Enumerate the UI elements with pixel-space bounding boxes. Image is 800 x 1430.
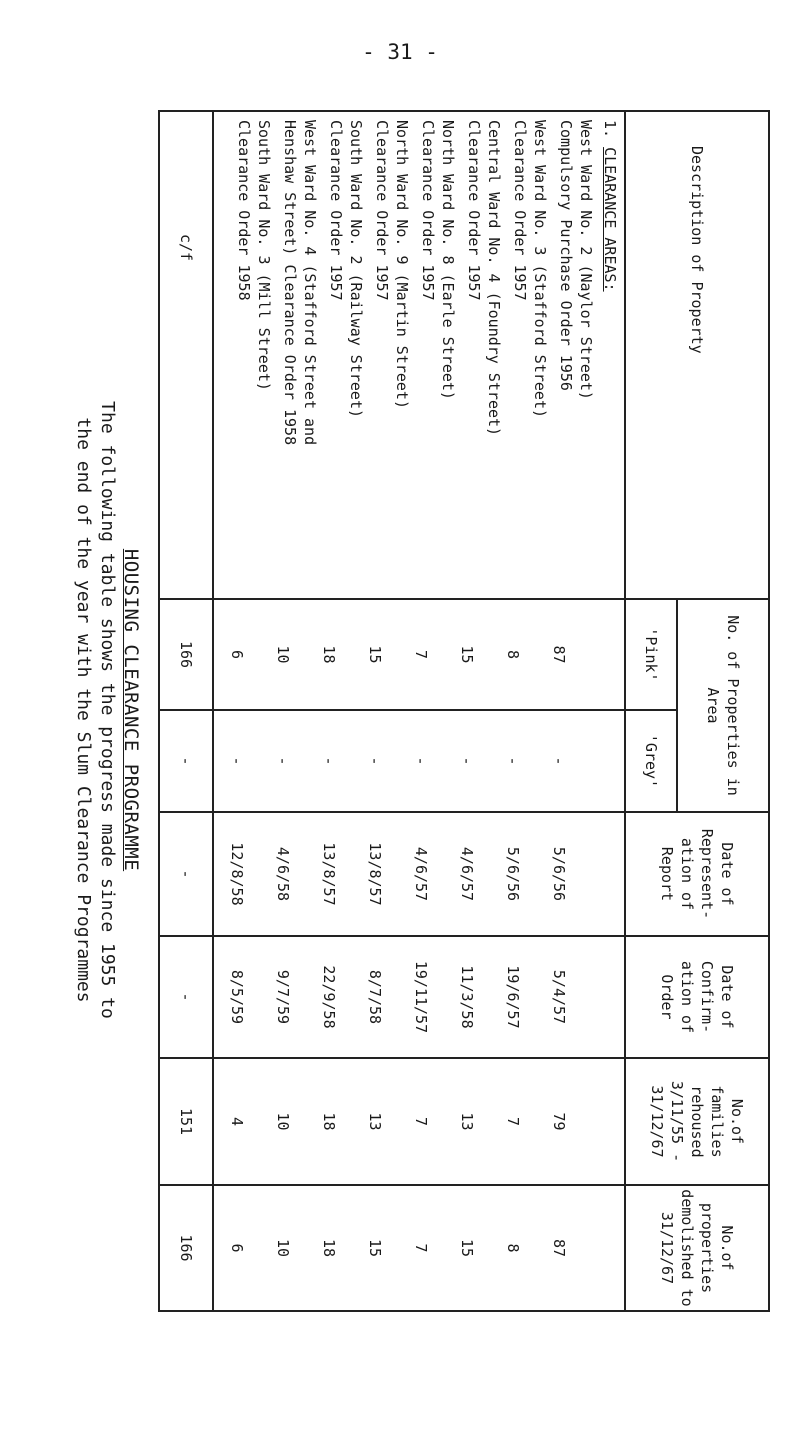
pink-value: 10 xyxy=(274,645,292,664)
confirmation-date: 19/11/57 xyxy=(412,960,430,1034)
row-line1: West Ward No. 4 (Stafford Street and xyxy=(301,120,319,446)
rehoused-column xyxy=(213,1058,625,1185)
row-line2: Clearance Order 1958 xyxy=(235,120,253,301)
row-line2: Clearance Order 1957 xyxy=(327,120,345,301)
row-line1: South Ward No. 3 (Mill Street) xyxy=(255,120,273,391)
confirmation-column xyxy=(213,936,625,1058)
rehoused-value: 4 xyxy=(228,1116,246,1127)
row-line1: Central Ward No. 4 (Foundry Street) xyxy=(485,120,503,437)
representation-date: 12/8/58 xyxy=(228,842,246,906)
header-confirmation-date: Date of Confirm- ation of Order xyxy=(625,936,769,1058)
demolished-value: 6 xyxy=(228,1243,246,1253)
demolished-value: 15 xyxy=(366,1238,384,1258)
page-number: - 31 - xyxy=(362,40,438,64)
total-confirmation: - xyxy=(159,936,213,1058)
grey-value: - xyxy=(550,756,568,766)
grey-value: - xyxy=(228,756,246,766)
rotated-page xyxy=(60,110,770,1310)
confirmation-date: 8/7/58 xyxy=(366,969,384,1025)
confirmation-date: 5/4/57 xyxy=(550,969,568,1025)
pink-value: 8 xyxy=(504,649,522,660)
clearance-table xyxy=(158,110,770,1312)
grey-value: - xyxy=(412,756,430,766)
grey-value: - xyxy=(504,756,522,766)
row-line2: Clearance Order 1957 xyxy=(419,120,437,301)
demolished-value: 87 xyxy=(550,1238,568,1258)
row-description xyxy=(232,120,278,598)
description-cell xyxy=(213,111,625,599)
total-pink: 166 xyxy=(159,599,213,710)
representation-date: 5/6/56 xyxy=(550,846,568,902)
intro-line-1: The following table shows the progress made since 1955 to xyxy=(97,401,118,1019)
confirmation-date: 8/5/59 xyxy=(228,969,246,1025)
confirmation-date: 22/9/58 xyxy=(320,965,338,1029)
row-line2: Henshaw Street) Clearance Order 1958 xyxy=(281,120,299,446)
rehoused-value: 7 xyxy=(504,1116,522,1127)
header-description: Description of Property xyxy=(625,111,769,599)
header-pink: 'Pink' xyxy=(625,599,677,710)
header-properties-in-area: No. of Properties in Area xyxy=(677,599,769,812)
pink-value: 87 xyxy=(550,645,568,664)
row-line1: South Ward No. 2 (Railway Street) xyxy=(347,120,365,419)
rehoused-value: 13 xyxy=(458,1112,476,1131)
rehoused-value: 10 xyxy=(274,1112,292,1131)
representation-date: 13/8/57 xyxy=(320,842,338,906)
row-description xyxy=(554,120,600,598)
representation-date: 5/6/56 xyxy=(504,846,522,902)
representation-date: 4/6/57 xyxy=(412,846,430,902)
representation-column xyxy=(213,812,625,936)
pink-value: 18 xyxy=(320,645,338,664)
rehoused-value: 79 xyxy=(550,1112,568,1131)
pink-value: 15 xyxy=(458,645,476,664)
row-description xyxy=(508,120,554,598)
pink-value: 6 xyxy=(228,649,246,660)
row-line1: North Ward No. 8 (Earle Street) xyxy=(439,120,457,400)
rehoused-value: 13 xyxy=(366,1112,384,1131)
representation-date: 4/6/58 xyxy=(274,846,292,902)
row-line1: North Ward No. 9 (Martin Street) xyxy=(393,120,411,409)
section-number: 1. xyxy=(601,120,619,139)
total-grey: - xyxy=(159,710,213,812)
row-line1: West Ward No. 2 (Naylor Street) xyxy=(577,120,595,400)
total-demolished: 166 xyxy=(159,1185,213,1311)
confirmation-date: 11/3/58 xyxy=(458,965,476,1029)
grey-value: - xyxy=(458,756,476,766)
header-families-rehoused: No.of families rehoused 3/11/55 - 31/12/67 xyxy=(625,1058,769,1185)
confirmation-date: 19/6/57 xyxy=(504,965,522,1029)
row-description xyxy=(462,120,508,598)
document-title: HOUSING CLEARANCE PROGRAMME xyxy=(120,548,142,872)
rehoused-value: 18 xyxy=(320,1112,338,1131)
row-line2: Clearance Order 1957 xyxy=(373,120,391,301)
pink-value: 15 xyxy=(366,645,384,664)
row-description xyxy=(278,120,324,598)
representation-date: 13/8/57 xyxy=(366,842,384,906)
intro-line-2: the end of the year with the Slum Clearance Programmes xyxy=(73,417,94,1003)
header-grey: 'Grey' xyxy=(625,710,677,812)
section-label: CLEARANCE AREAS: xyxy=(601,147,619,292)
grey-value: - xyxy=(366,756,384,766)
header-representation-date: Date of Represent- ation of Report xyxy=(625,812,769,936)
confirmation-date: 9/7/59 xyxy=(274,969,292,1025)
row-description xyxy=(370,120,416,598)
header-properties-demolished: No.of properties demolished to 31/12/67 xyxy=(625,1185,769,1311)
row-line1: West Ward No. 3 (Stafford Street) xyxy=(531,120,549,419)
row-line2: Clearance Order 1957 xyxy=(465,120,483,301)
row-description xyxy=(416,120,462,598)
row-line2: Clearance Order 1957 xyxy=(511,120,529,301)
demolished-value: 10 xyxy=(274,1238,292,1258)
totals-label: c/f xyxy=(159,111,213,599)
pink-value: 7 xyxy=(412,649,430,660)
demolished-value: 15 xyxy=(458,1238,476,1258)
total-rehoused: 151 xyxy=(159,1058,213,1185)
row-line2: Compulsory Purchase Order 1956 xyxy=(557,120,575,391)
row-description xyxy=(324,120,370,598)
demolished-value: 18 xyxy=(320,1238,338,1258)
pink-column xyxy=(213,599,625,710)
section-heading xyxy=(600,120,624,598)
grey-value: - xyxy=(320,756,338,766)
demolished-value: 8 xyxy=(504,1243,522,1253)
demolished-value: 7 xyxy=(412,1243,430,1253)
grey-column xyxy=(213,710,625,812)
grey-value: - xyxy=(274,756,292,766)
totals-row xyxy=(159,111,213,1311)
representation-date: 4/6/57 xyxy=(458,846,476,902)
rehoused-value: 7 xyxy=(412,1116,430,1127)
total-representation: - xyxy=(159,812,213,936)
demolished-column xyxy=(213,1185,625,1311)
